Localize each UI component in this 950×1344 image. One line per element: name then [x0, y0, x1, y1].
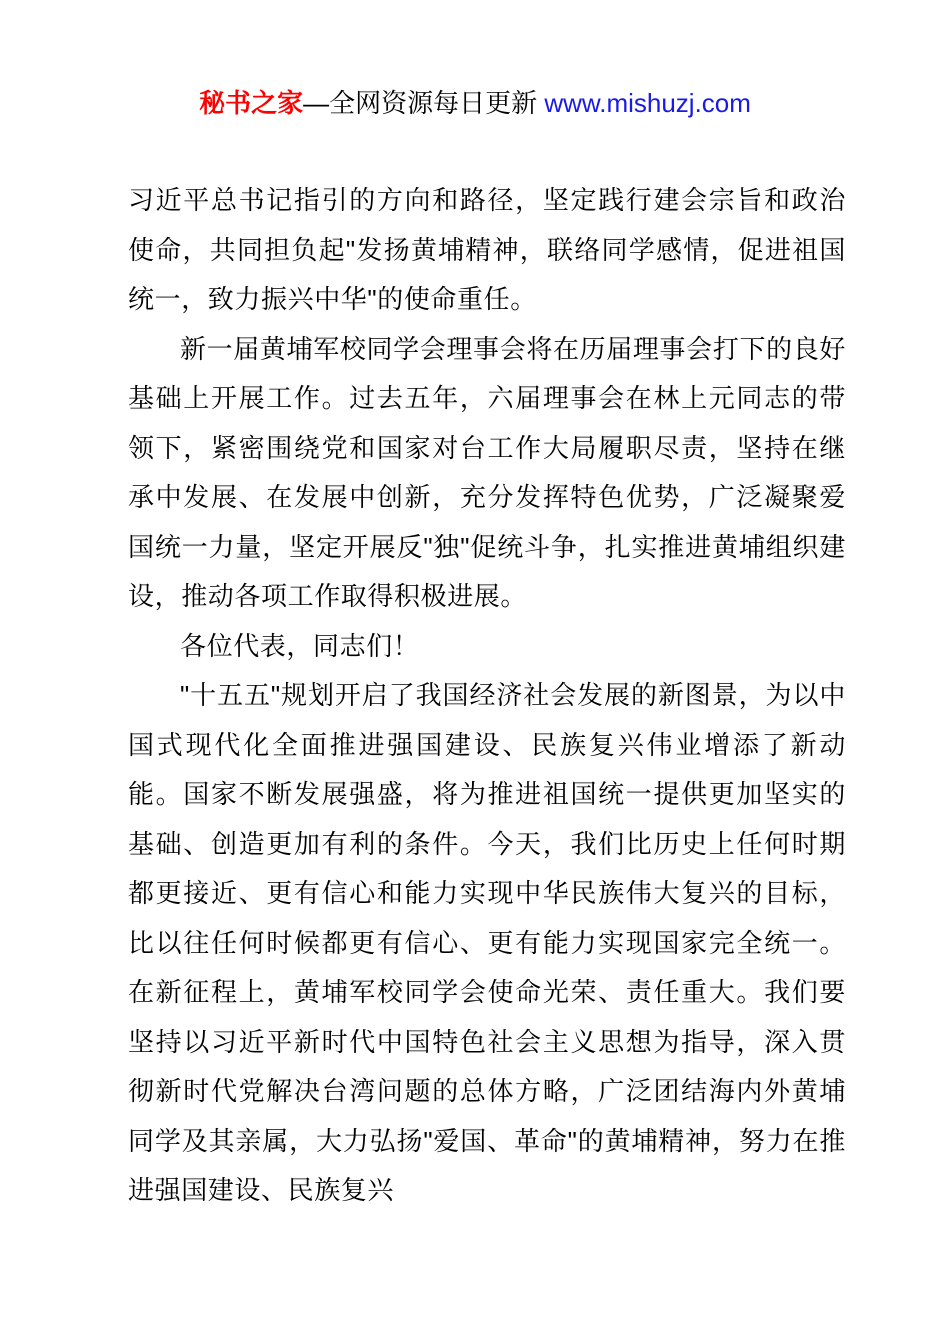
site-tagline: —全网资源每日更新 [303, 88, 545, 118]
paragraph-3: 各位代表，同志们！ [180, 630, 420, 661]
site-header [0, 86, 950, 120]
site-name: 秘书之家 [199, 88, 304, 118]
paragraph-2: 新一届黄埔军校同学会理事会将在历届理事会打下的良好基础上开展工作。过去五年，六届理事会在林上元同志的带领下，紧密围绕党和国家对台工作大局履职尽责，坚持在继承中发展、在发展中创新，充分发挥特色优势，广泛凝聚爱国统一力量，坚定开展反"独"促统斗争，扎实推进黄埔组织建设，推动各项工作取得积极进展。 [128, 333, 846, 611]
document-body [128, 176, 846, 1216]
paragraph-1: 习近平总书记指引的方向和路径，坚定践行建会宗旨和政治使命，共同担负起"发扬黄埔精神，联络同学感情，促进祖国统一，致力振兴中华"的使命重任。 [128, 185, 846, 314]
site-url-link[interactable]: www.mishuzj.com [544, 88, 751, 118]
paragraph-4: "十五五"规划开启了我国经济社会发展的新图景，为以中国式现代化全面推进强国建设、民族复兴伟业增添了新动能。国家不断发展强盛，将为推进祖国统一提供更加坚实的基础、创造更加有利的条件。今天，我们比历史上任何时期都更接近、更有信心和能力实现中华民族伟大复兴的目标，比以往任何时候都更有信心、更有能力实现国家完全统一。在新征程上，黄埔军校同学会使命光荣、责任重大。我们要坚持以习近平新时代中国特色社会主义思想为指导，深入贯彻新时代党解决台湾问题的总体方略，广泛团结海内外黄埔同学及其亲属，大力弘扬"爱国、革命"的黄埔精神，努力在推进强国建设、民族复兴 [128, 680, 846, 1205]
